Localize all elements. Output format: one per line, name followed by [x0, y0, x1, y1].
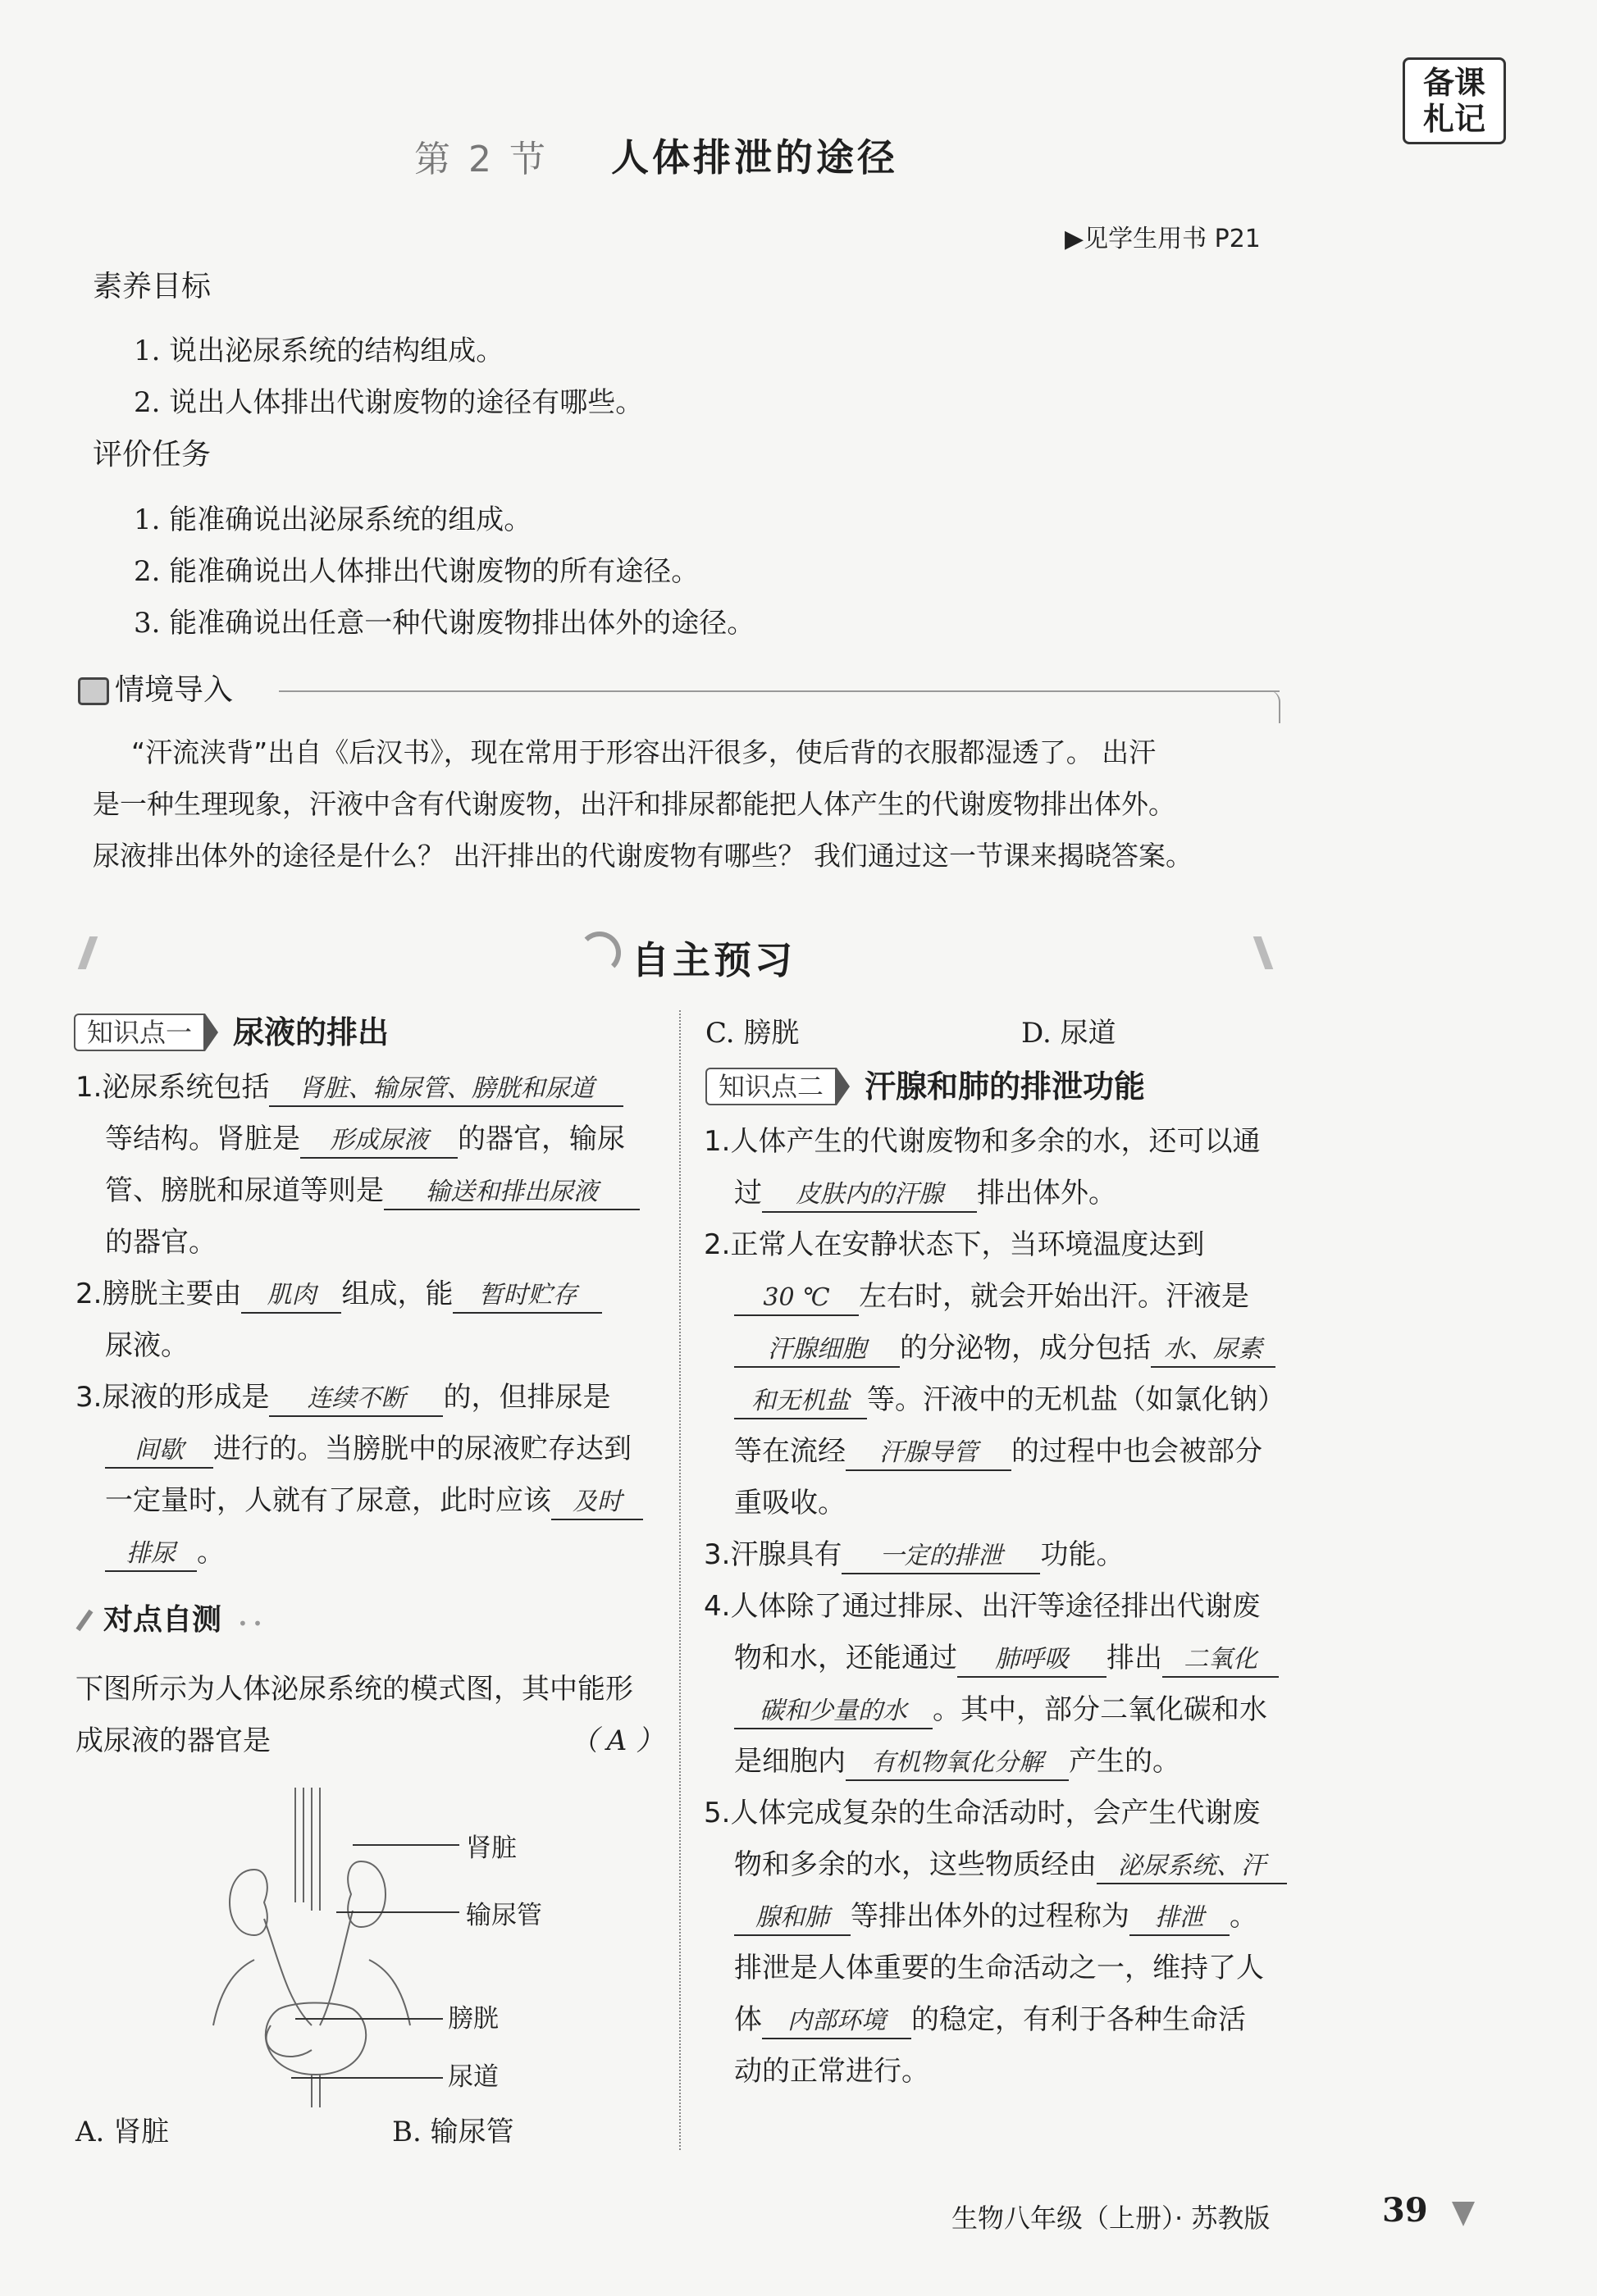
q-text: 是细胞内 [734, 1745, 846, 1778]
question-line [734, 1280, 1249, 1316]
ureter-left [264, 1919, 312, 2025]
question [704, 1125, 1260, 1158]
intro-line: 是一种生理现象，汗液中含有代谢废物，出汗和排尿都能把人体产生的代谢废物排出体外。 [93, 788, 1175, 820]
tasks-heading: 评价任务 [93, 438, 212, 472]
diagram-label-urethra: 尿道 [448, 2062, 499, 2092]
q-num: 1. [704, 1125, 731, 1158]
answer-blank: 汗腺细胞 [734, 1333, 900, 1368]
task-item: 2. 能准确说出人体排出代谢废物的所有途径。 [134, 555, 700, 588]
vessel [295, 1788, 320, 1911]
answer-blank: 30 ℃ [734, 1282, 859, 1316]
q-text: 人体产生的代谢废物和多余的水，还可以通 [730, 1125, 1261, 1158]
question-line [734, 2003, 1246, 2039]
question-line [734, 1332, 1275, 1368]
option-a: A. 肾脏 [75, 2116, 170, 2148]
option-c: C. 膀胱 [705, 1017, 800, 1050]
decor-slash-right [1253, 936, 1274, 969]
intro-divider [279, 690, 1280, 692]
decor-slash-left [78, 936, 98, 969]
question [704, 1538, 1124, 1574]
q-num: 4. [704, 1590, 731, 1623]
q-text: 体 [734, 2003, 762, 2036]
q-text: 动的正常进行。 [734, 2055, 929, 2088]
selftest-answer: （ A ） [570, 1724, 664, 1757]
ureter-right [320, 1911, 353, 2025]
answer-blank: 腺和肺 [734, 1902, 851, 1936]
q-text: 一定量时，人就有了尿意，此时应该 [105, 1484, 551, 1517]
q-text: 等结构。肾脏是 [105, 1123, 300, 1155]
pencil-icon [76, 1610, 94, 1631]
q-text: 产生的。 [1069, 1745, 1180, 1778]
kp2-header [705, 1068, 1145, 1105]
question-line [105, 1226, 217, 1259]
answer-blank: 一定的排泄 [842, 1540, 1040, 1574]
page-title: 人体排泄的途径 [611, 135, 898, 180]
q-text: 的过程中也会被部分 [1011, 1435, 1262, 1468]
q-text: 汗腺具有 [730, 1538, 842, 1571]
selftest-heading: 对点自测 [103, 1603, 222, 1637]
question [704, 1590, 1260, 1623]
answer-blank: 二氧化 [1162, 1643, 1279, 1678]
section-label: 第 2 节 [414, 139, 549, 180]
q-num: 3. [75, 1381, 103, 1414]
pelvis [213, 1960, 410, 2025]
selftest-question: 成尿液的器官是 [75, 1724, 271, 1757]
answer-blank: 输送和排出尿液 [384, 1176, 640, 1210]
q-text: 等。汗液中的无机盐（如氯化钠） [867, 1383, 1285, 1416]
q-text: 的器官，输尿 [458, 1123, 625, 1155]
q-num: 1. [75, 1071, 103, 1104]
option-b: B. 输尿管 [392, 2116, 514, 2148]
kp2-tag: 知识点二 [705, 1068, 837, 1105]
answer-blank: 和无机盐 [734, 1385, 867, 1419]
question-line [734, 1487, 846, 1519]
intro-heading: 情境导入 [115, 673, 234, 707]
answer-blank: 肾脏、输尿管、膀胱和尿道 [269, 1073, 623, 1107]
q-text: 物和水，还能通过 [734, 1642, 957, 1674]
answer-blank: 有机物氧化分解 [846, 1747, 1069, 1781]
q-text: 进行的。当膀胱中的尿液贮存达到 [213, 1433, 632, 1465]
q-text: 泌尿系统包括 [102, 1071, 270, 1104]
question [75, 1381, 610, 1417]
intro-divider-end [1267, 690, 1280, 723]
q-text: 。 [1230, 1900, 1257, 1933]
intro-line: 尿液排出体外的途径是什么？ 出汗排出的代谢废物有哪些？ 我们通过这一节课来揭晓答案。 [93, 840, 1193, 872]
question-line [105, 1484, 643, 1520]
answer-blank: 皮肤内的汗腺 [762, 1178, 977, 1213]
q-text: 人体完成复杂的生命活动时，会产生代谢废 [730, 1797, 1261, 1829]
column-divider [679, 1010, 681, 2150]
tag-arrow-icon [205, 1014, 218, 1051]
swirl-icon [578, 932, 621, 974]
q-text: 左右时，就会开始出汗。汗液是 [859, 1280, 1249, 1313]
answer-blank: 排泄 [1129, 1902, 1230, 1936]
q-text: 组成，能 [341, 1278, 454, 1310]
q-text: 。 [197, 1536, 225, 1569]
intro-icon [78, 677, 109, 705]
tag-arrow-icon [837, 1068, 850, 1105]
question-line [105, 1433, 632, 1469]
q-num: 2. [704, 1228, 731, 1261]
task-item: 1. 能准确说出泌尿系统的组成。 [134, 503, 532, 536]
goal-item: 1. 说出泌尿系统的结构组成。 [134, 335, 504, 367]
question-line [734, 1383, 1285, 1419]
answer-blank: 水、尿素 [1151, 1333, 1275, 1368]
question-line [734, 2055, 929, 2088]
answer-blank: 内部环境 [762, 2005, 911, 2039]
page-number: 39 [1382, 2191, 1428, 2230]
q-text: 过 [734, 1177, 762, 1210]
kp2-title: 汗腺和肺的排泄功能 [865, 1068, 1146, 1105]
answer-blank: 连续不断 [269, 1383, 443, 1417]
q-text: 。其中，部分二氧化碳和水 [933, 1693, 1267, 1726]
q-text: 的，但排尿是 [443, 1381, 611, 1414]
question-line [734, 1693, 1267, 1729]
triangle-icon: ▶ [1065, 225, 1084, 253]
task-item: 3. 能准确说出任意一种代谢废物排出体外的途径。 [134, 607, 755, 640]
answer-blank: 肺呼吸 [957, 1643, 1106, 1678]
kp1-header [74, 1014, 389, 1051]
kidney-right [348, 1861, 386, 1927]
bladder [266, 2003, 366, 2075]
preview-title: 自主预习 [632, 938, 796, 982]
q-text: 排出体外。 [977, 1177, 1116, 1210]
badge-line1: 备课 [1422, 65, 1485, 101]
notes-badge [1403, 57, 1506, 144]
answer-blank: 泌尿系统、汗 [1097, 1850, 1287, 1884]
bladder-inner [267, 2025, 312, 2057]
diagram-label-kidney: 肾脏 [466, 1834, 517, 1863]
footer-book: 生物八年级（上册）· 苏教版 [951, 2203, 1271, 2234]
question-line [734, 1435, 1262, 1471]
question-line [105, 1329, 189, 1362]
question-line [734, 1177, 1116, 1213]
option-d: D. 尿道 [1021, 1017, 1116, 1050]
q-text: 尿液的形成是 [102, 1381, 270, 1414]
diagram-label-ureter: 输尿管 [466, 1901, 542, 1930]
question [75, 1071, 623, 1107]
q-text: 的器官。 [105, 1226, 217, 1259]
selftest-question: 下图所示为人体泌尿系统的模式图，其中能形 [75, 1673, 633, 1706]
answer-blank: 间歇 [105, 1434, 213, 1469]
answer-blank: 暂时贮存 [453, 1279, 602, 1314]
reference [1065, 218, 1261, 254]
question-line [105, 1123, 625, 1159]
q-text: 等排出体外的过程称为 [851, 1900, 1129, 1933]
goals-heading: 素养目标 [93, 270, 212, 303]
intro-line: “汗流浃背”出自《后汉书》，现在常用于形容出汗很多，使后背的衣服都湿透了。 出汗 [131, 736, 1157, 768]
question-line [105, 1536, 225, 1572]
question-line [105, 1174, 640, 1210]
question-line [734, 1848, 1287, 1884]
question-line [734, 1900, 1257, 1936]
q-num: 3. [704, 1538, 731, 1571]
answer-blank: 汗腺导管 [846, 1437, 1011, 1471]
q-num: 2. [75, 1278, 103, 1310]
answer-blank: 排尿 [105, 1538, 197, 1572]
question [704, 1228, 1204, 1261]
diagram-label-bladder: 膀胱 [448, 2004, 499, 2034]
q-text: 尿液。 [105, 1329, 189, 1362]
q-text: 排出 [1106, 1642, 1162, 1674]
q-text: 膀胱主要由 [102, 1278, 242, 1310]
kp1-title: 尿液的排出 [233, 1014, 390, 1050]
kp1-tag: 知识点一 [74, 1014, 205, 1051]
q-text: 排泄是人体重要的生命活动之一，维持了人 [734, 1952, 1264, 1984]
question-line [734, 1745, 1180, 1781]
kidney-left [230, 1870, 267, 1935]
dots-icon: • • [238, 1614, 262, 1633]
question [75, 1278, 602, 1314]
urethra [312, 2075, 320, 2107]
q-text: 重吸收。 [734, 1487, 846, 1519]
answer-blank: 碳和少量的水 [734, 1695, 933, 1729]
question [704, 1797, 1260, 1829]
question-line [734, 1952, 1264, 1984]
q-text: 物和多余的水，这些物质经由 [734, 1848, 1097, 1881]
answer-blank: 肌肉 [241, 1279, 341, 1314]
q-num: 5. [704, 1797, 731, 1829]
badge-line2: 札记 [1422, 101, 1485, 137]
answer-blank: 及时 [551, 1486, 643, 1520]
q-text: 人体除了通过排尿、出汗等途径排出代谢废 [730, 1590, 1261, 1623]
answer-blank: 形成尿液 [300, 1124, 458, 1159]
ref-text: 见学生用书 P21 [1084, 225, 1261, 253]
arrow-icon [1452, 2202, 1475, 2226]
q-text: 等在流经 [734, 1435, 846, 1468]
q-text: 管、膀胱和尿道等则是 [105, 1174, 384, 1207]
q-text: 的分泌物，成分包括 [900, 1332, 1151, 1364]
q-text: 功能。 [1040, 1538, 1125, 1571]
question-line [734, 1642, 1279, 1678]
q-text: 的稳定，有利于各种生命活 [911, 2003, 1246, 2036]
goal-item: 2. 说出人体排出代谢废物的途径有哪些。 [134, 386, 644, 419]
q-text: 正常人在安静状态下，当环境温度达到 [730, 1228, 1205, 1261]
